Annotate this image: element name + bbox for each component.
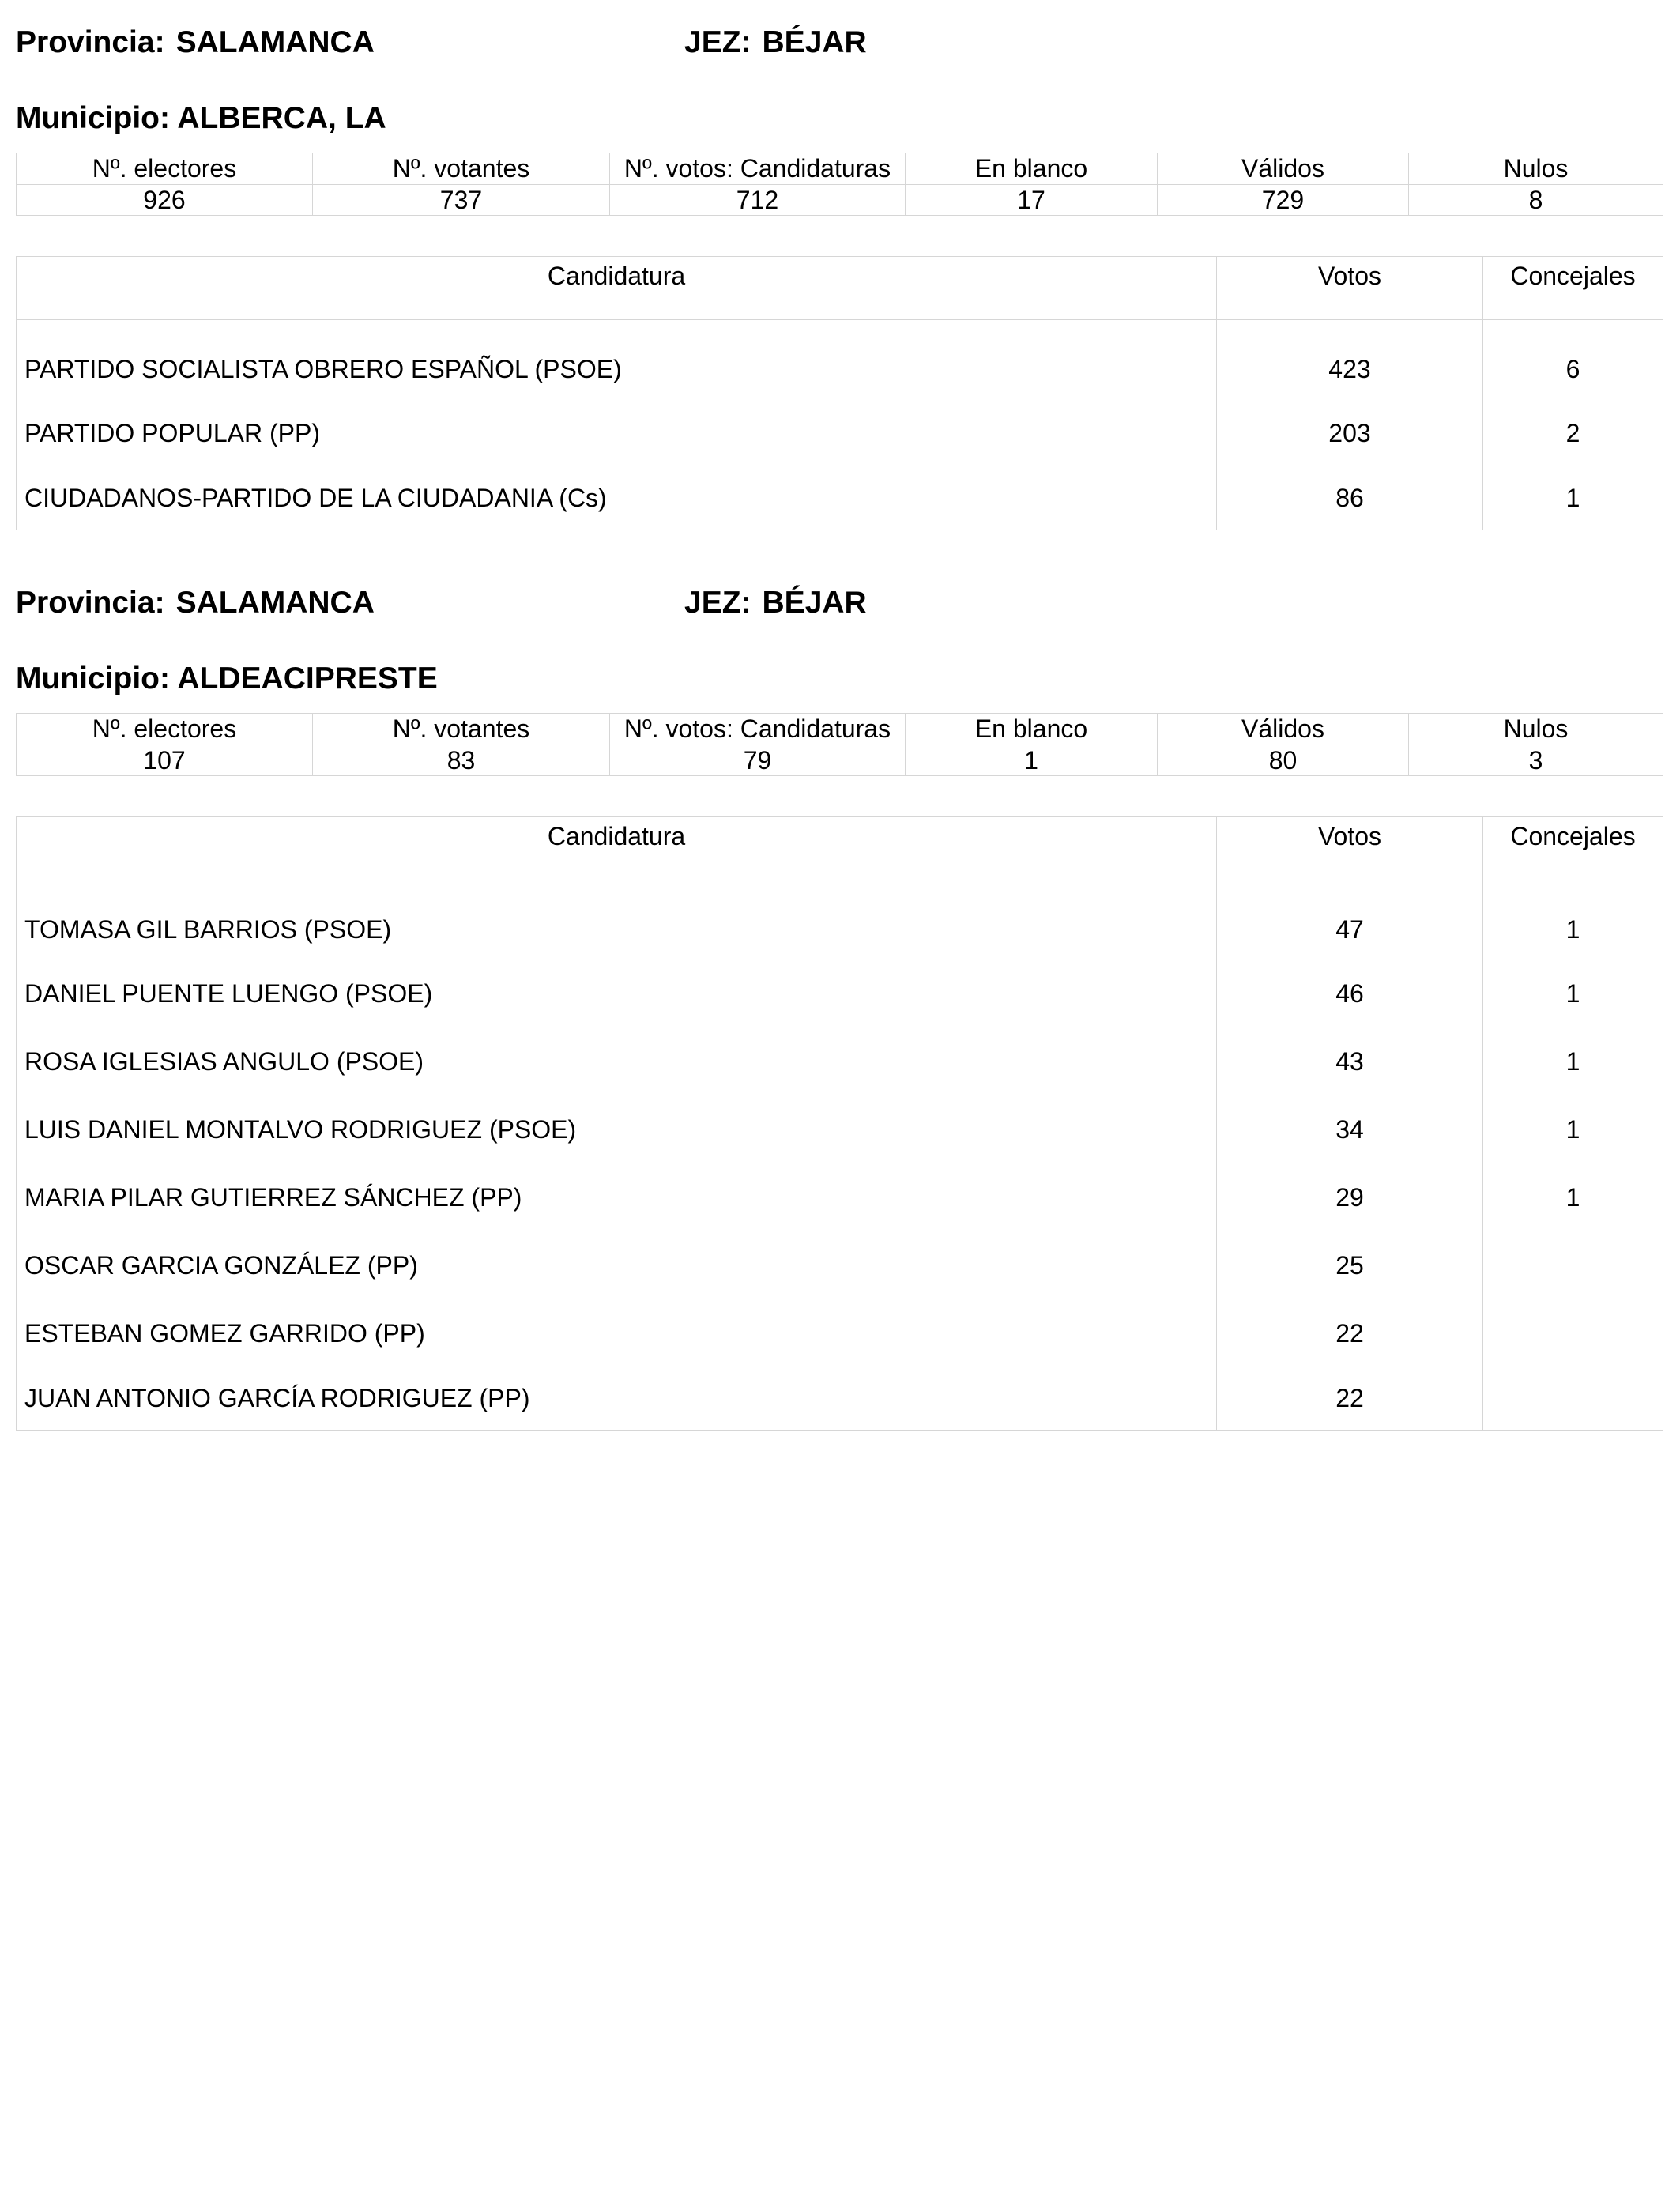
concejales-value [1483, 1231, 1663, 1299]
candidatura-name: ESTEBAN GOMEZ GARRIDO (PP) [17, 1299, 1217, 1367]
votos-value: 47 [1217, 880, 1483, 959]
concejales-value: 1 [1483, 880, 1663, 959]
candidatura-name: ROSA IGLESIAS ANGULO (PSOE) [17, 1027, 1217, 1095]
provincia-value: SALAMANCA [175, 586, 375, 620]
jez-heading [684, 585, 867, 621]
concejales-header: Concejales [1483, 257, 1663, 320]
votos-header: Votos [1217, 817, 1483, 880]
provincia-heading [16, 585, 375, 621]
municipio-heading [16, 100, 386, 137]
stats-value-row [17, 184, 1663, 216]
concejales-value: 1 [1483, 1095, 1663, 1163]
table-row [17, 1367, 1663, 1431]
candidatura-name: PARTIDO SOCIALISTA OBRERO ESPAÑOL (PSOE) [17, 320, 1217, 399]
stats-value-cell: 926 [17, 184, 313, 216]
jez-heading [684, 25, 867, 61]
stats-header-cell: Válidos [1158, 153, 1409, 185]
candidaturas-table [16, 816, 1663, 1431]
votos-value: 423 [1217, 320, 1483, 399]
stats-value-cell: 8 [1409, 184, 1663, 216]
candidaturas-header-row [17, 257, 1663, 320]
jez-value: BÉJAR [762, 25, 867, 59]
votos-value: 86 [1217, 467, 1483, 530]
votos-value: 34 [1217, 1095, 1483, 1163]
municipio-heading [16, 661, 438, 697]
municipio-label: Municipio: [16, 101, 170, 135]
provincia-label: Provincia: [16, 586, 165, 620]
concejales-value [1483, 1299, 1663, 1367]
candidatura-name: TOMASA GIL BARRIOS (PSOE) [17, 880, 1217, 959]
candidaturas-header-row [17, 817, 1663, 880]
stats-value-cell: 737 [313, 184, 610, 216]
stats-header-cell: Válidos [1158, 714, 1409, 745]
stats-table [16, 153, 1663, 216]
votos-value: 46 [1217, 959, 1483, 1027]
table-row [17, 1299, 1663, 1367]
municipio-value: ALDEACIPRESTE [177, 662, 438, 696]
concejales-value: 1 [1483, 959, 1663, 1027]
stats-value-row [17, 745, 1663, 776]
stats-value-cell: 3 [1409, 745, 1663, 776]
candidaturas-table [16, 256, 1663, 530]
table-row [17, 1231, 1663, 1299]
votos-value: 22 [1217, 1299, 1483, 1367]
votos-value: 25 [1217, 1231, 1483, 1299]
table-row [17, 320, 1663, 399]
votos-header: Votos [1217, 257, 1483, 320]
candidatura-header: Candidatura [17, 817, 1217, 880]
stats-value-cell: 17 [906, 184, 1158, 216]
stats-header-cell: Nº. electores [17, 153, 313, 185]
concejales-value: 6 [1483, 320, 1663, 399]
votos-value: 22 [1217, 1367, 1483, 1431]
stats-header-cell: Nº. votantes [313, 153, 610, 185]
votos-value: 203 [1217, 399, 1483, 467]
candidatura-name: PARTIDO POPULAR (PP) [17, 399, 1217, 467]
stats-header-cell: Nº. votos: Candidaturas [610, 153, 906, 185]
concejales-value: 1 [1483, 1027, 1663, 1095]
stats-header-row [17, 714, 1663, 745]
candidatura-name: MARIA PILAR GUTIERREZ SÁNCHEZ (PP) [17, 1163, 1217, 1231]
stats-value-cell: 79 [610, 745, 906, 776]
stats-header-cell: Nº. votantes [313, 714, 610, 745]
concejales-value: 2 [1483, 399, 1663, 467]
stats-value-cell: 712 [610, 184, 906, 216]
table-row [17, 959, 1663, 1027]
votos-value: 29 [1217, 1163, 1483, 1231]
concejales-value [1483, 1367, 1663, 1431]
provincia-value: SALAMANCA [175, 25, 375, 59]
stats-value-cell: 83 [313, 745, 610, 776]
table-row [17, 399, 1663, 467]
jez-label: JEZ: [684, 25, 751, 59]
stats-value-cell: 80 [1158, 745, 1409, 776]
stats-header-cell: En blanco [906, 714, 1158, 745]
concejales-header: Concejales [1483, 817, 1663, 880]
provincia-heading [16, 25, 375, 61]
candidatura-name: JUAN ANTONIO GARCÍA RODRIGUEZ (PP) [17, 1367, 1217, 1431]
concejales-value: 1 [1483, 467, 1663, 530]
stats-value-cell: 107 [17, 745, 313, 776]
stats-header-cell: Nulos [1409, 153, 1663, 185]
provincia-label: Provincia: [16, 25, 165, 59]
municipio-label: Municipio: [16, 662, 170, 696]
table-row [17, 1027, 1663, 1095]
candidatura-header: Candidatura [17, 257, 1217, 320]
stats-table [16, 713, 1663, 776]
municipio-value: ALBERCA, LA [177, 101, 386, 135]
candidatura-name: LUIS DANIEL MONTALVO RODRIGUEZ (PSOE) [17, 1095, 1217, 1163]
jez-value: BÉJAR [762, 586, 867, 620]
stats-header-row [17, 153, 1663, 185]
stats-header-cell: Nº. electores [17, 714, 313, 745]
candidatura-name: OSCAR GARCIA GONZÁLEZ (PP) [17, 1231, 1217, 1299]
table-row [17, 467, 1663, 530]
stats-header-cell: Nulos [1409, 714, 1663, 745]
stats-value-cell: 1 [906, 745, 1158, 776]
candidatura-name: CIUDADANOS-PARTIDO DE LA CIUDADANIA (Cs) [17, 467, 1217, 530]
table-row [17, 1163, 1663, 1231]
candidatura-name: DANIEL PUENTE LUENGO (PSOE) [17, 959, 1217, 1027]
concejales-value: 1 [1483, 1163, 1663, 1231]
table-row [17, 1095, 1663, 1163]
stats-value-cell: 729 [1158, 184, 1409, 216]
votos-value: 43 [1217, 1027, 1483, 1095]
stats-header-cell: Nº. votos: Candidaturas [610, 714, 906, 745]
table-row [17, 880, 1663, 959]
jez-label: JEZ: [684, 586, 751, 620]
stats-header-cell: En blanco [906, 153, 1158, 185]
